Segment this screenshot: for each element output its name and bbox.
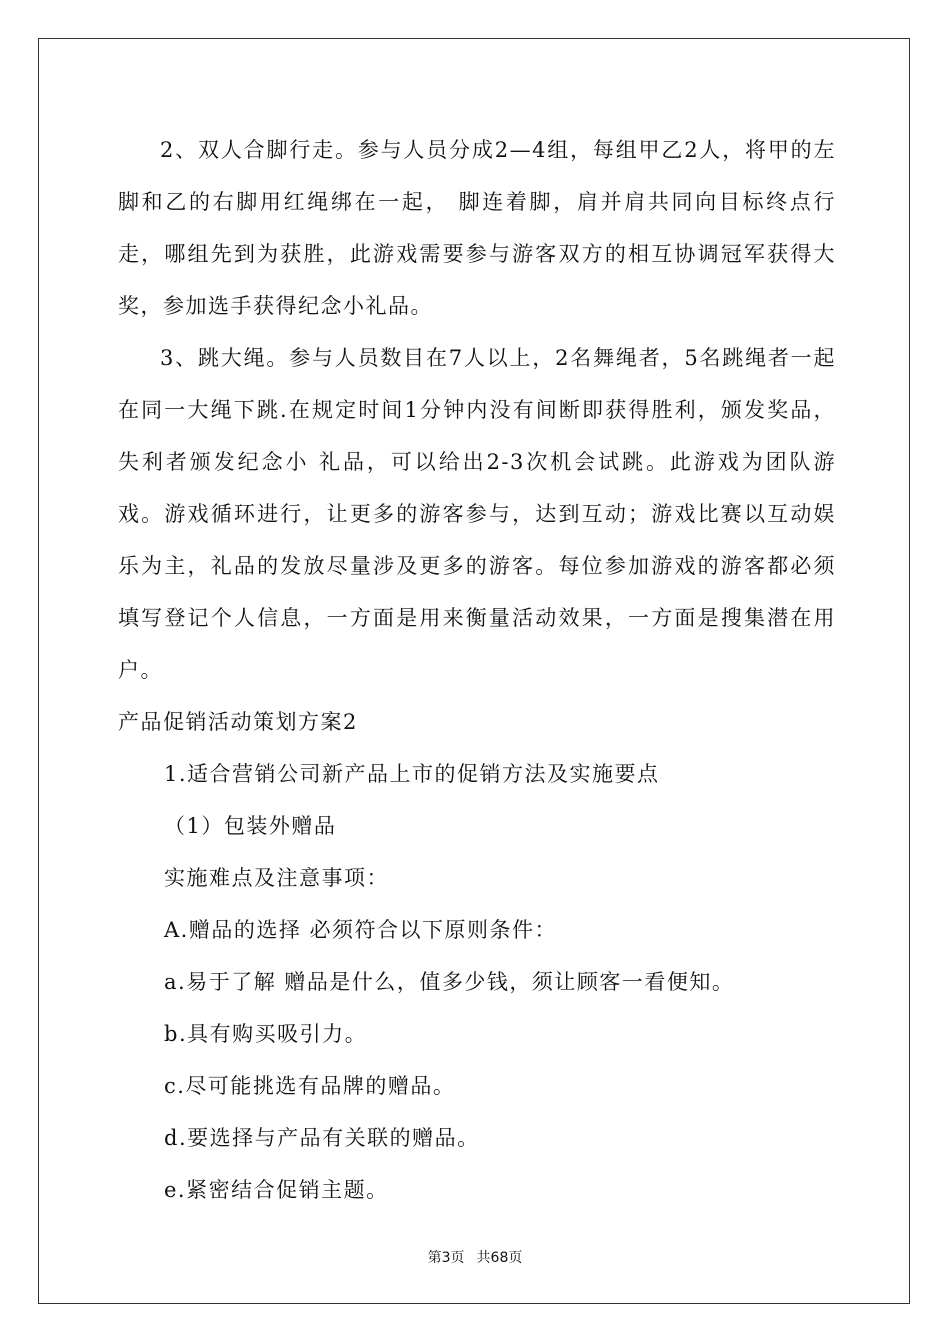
list-item: a.易于了解 赠品是什么，值多少钱，须让顾客一看便知。	[164, 970, 735, 994]
paragraph-game-3: 3、跳大绳。参与人员数目在7人以上，2名舞绳者，5名跳绳者一起在同一大绳下跳.在规定时间1分钟内没有间断即获得胜利，颁发奖品，失利者颁发纪念小 礼品，可以给出2-3次机会试跳。此游戏为团队游戏。游戏循环进行，让更多的游客参与，达到互动；游戏比赛以互动娱乐为主，礼品的发放尽量涉及更多的游客。每位参加游戏的游客都必须填写登记个人信息，一方面是用来衡量活动效果，一方面是搜集潜在用户。	[118, 346, 836, 682]
list-item: d.要选择与产品有关联的赠品。	[164, 1126, 480, 1150]
list-item: c.尽可能挑选有品牌的赠品。	[164, 1074, 456, 1098]
page-footer	[0, 1247, 950, 1267]
list-item: （1）包装外赠品	[164, 814, 337, 838]
paragraph-game-2: 2、双人合脚行走。参与人员分成2—4组，每组甲乙2人，将甲的左脚和乙的右脚用红绳绑在一起， 脚连着脚，肩并肩共同向目标终点行走，哪组先到为获胜，此游戏需要参与游客双方的相互协调冠军获得大奖，参加选手获得纪念小礼品。	[118, 138, 836, 318]
section-title: 产品促销活动策划方案2	[118, 710, 358, 734]
list-item: 实施难点及注意事项：	[164, 866, 389, 890]
list-item: A.赠品的选择 必须符合以下原则条件：	[164, 918, 558, 942]
list-item: 1.适合营销公司新产品上市的促销方法及实施要点	[164, 762, 660, 786]
page-total: 共68页	[476, 1250, 523, 1266]
list-item: e.紧密结合促销主题。	[164, 1178, 389, 1202]
list-item: b.具有购买吸引力。	[164, 1022, 368, 1046]
page-number: 第3页	[427, 1250, 465, 1266]
document-body	[118, 124, 836, 1216]
